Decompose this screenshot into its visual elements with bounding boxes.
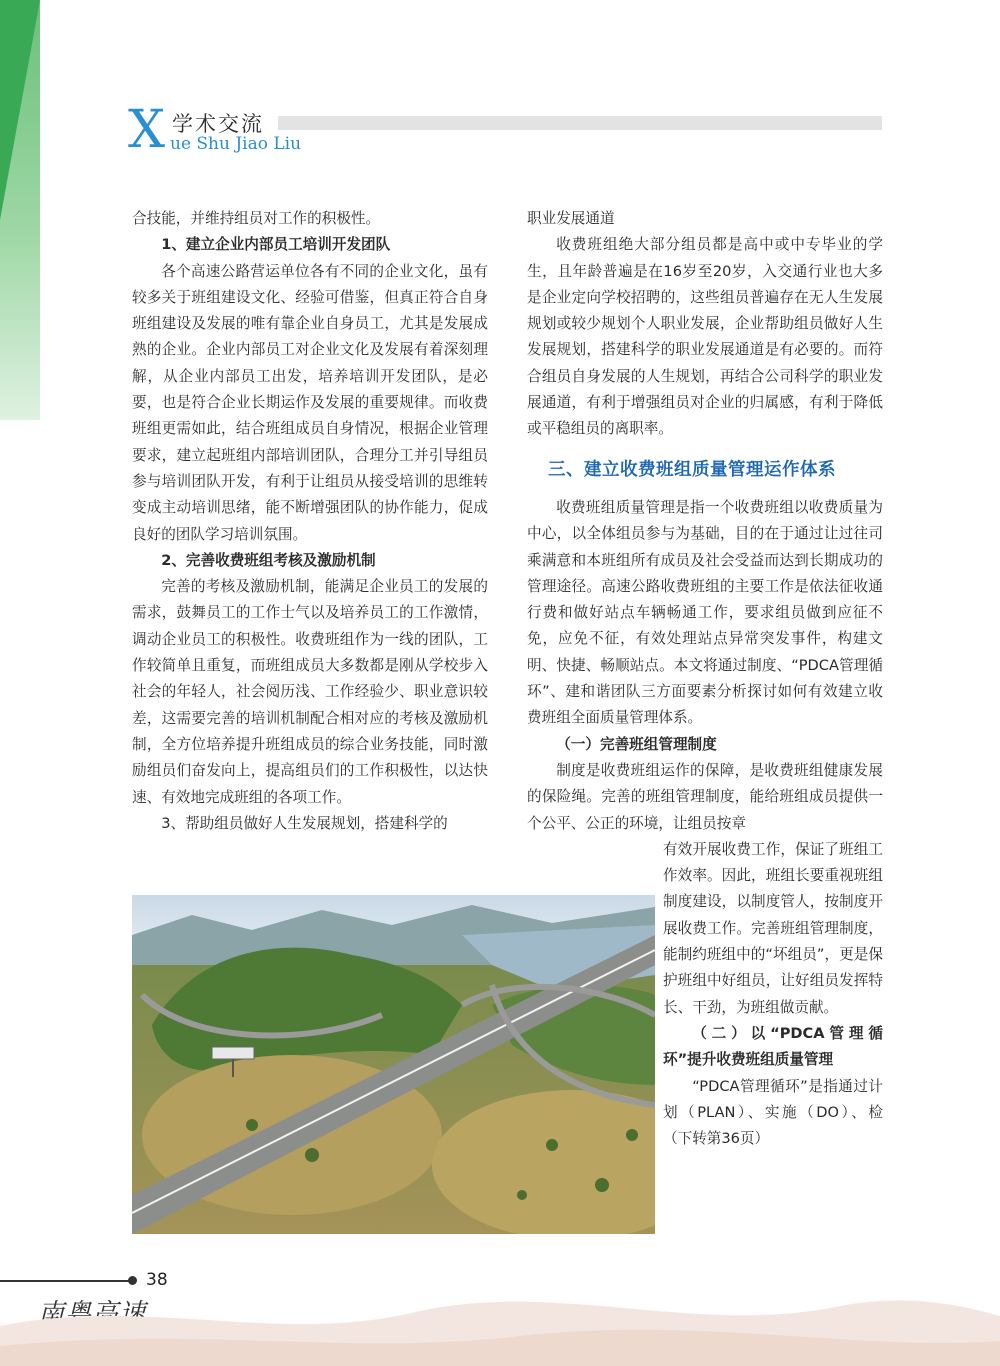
left-column	[132, 206, 488, 837]
magazine-logo: 南粤高速	[38, 1299, 147, 1329]
header-rule	[278, 116, 882, 130]
subheading-1: （一）完善班组管理制度	[556, 735, 717, 753]
paragraph: “PDCA管理循环”是指通过计划（PLAN）、实施（DO）、检（下转第36页）	[663, 1077, 883, 1148]
page-number: 38	[146, 1270, 168, 1290]
paragraph: 收费班组质量管理是指一个收费班组以收费质量为中心，以全体组员参与为基础，目的在于通过让过往司乘满意和本班组所有成员及社会受益而达到长期成功的管理途径。高速公路收费班组的主要工作是依法征收通行费和做好站点车辆畅通工作，要求组员做到应征不免，应免不征，有效处理站点异常突发事件，构建文明、快捷、畅顺站点。本文将通过制度、“PDCA管理循环”、建和谐团队三方面要素分析探讨如何有效建立收费班组全面质量管理体系。	[527, 498, 883, 727]
subheading-2: 2、完善收费班组考核及激励机制	[161, 551, 376, 569]
paragraph: 合技能，并维持组员对工作的积极性。	[132, 210, 381, 227]
paragraph: 制度是收费班组运作的保障，是收费班组健康发展的保险绳。完善的班组管理制度，能给班组成员提供一个公平、公正的环境，让组员按章	[527, 761, 883, 832]
header-section-pinyin: ue Shu Jiao Liu	[170, 134, 302, 154]
section-heading: 三、建立收费班组质量管理运作体系	[548, 459, 836, 480]
decorative-hills	[0, 1256, 1000, 1366]
paragraph: 有效开展收费工作，保证了班组工作效率。因此，班组长要重视班组制度建设，以制度管人，按制度开展收费工作。完善班组管理制度，能制约班组中的“坏组员”，更是保护班组中好组员，让好组员发挥特长、干劲，为班组做贡献。	[663, 840, 883, 1016]
paragraph: 完善的考核及激励机制，能满足企业员工的发展的需求，鼓舞员工的工作士气以及培养员工的工作激情，调动企业员工的积极性。收费班组作为一线的团队，工作较简单且重复，而班组成员大多数都是刚从学校步入社会的年轻人，社会阅历浅、工作经验少、职业意识较差，这需要完善的培训机制配合相对应的考核及激励机制，全方位培养提升班组成员的综合业务技能，同时激励组员们奋发向上，提高组员们的工作积极性，以达快速、有效地完成班组的各项工作。	[132, 578, 488, 806]
paragraph: 各个高速公路营运单位各有不同的企业文化，虽有较多关于班组建设文化、经验可借鉴，但真正符合自身班组建设及发展的唯有靠企业自身员工，尤其是发展成熟的企业。企业内部员工对企业文化及发展有着深刻理解，从企业内部员工出发，培养培训开发团队，是必要，也是符合企业长期运作及发展的重要规律。而收费班组更需如此，结合班组成员自身情况，根据企业管理要求，建立起班组内部培训团队，合理分工并引导组员参与培训团队开发，有利于让组员从接受培训的思维转变成主动培训思绪，能不断增强团队的协作能力，促成良好的团队学习培训氛围。	[132, 262, 488, 543]
subheading-1: 1、建立企业内部员工培训开发团队	[161, 236, 391, 254]
paragraph: 3、帮助组员做好人生发展规划，搭建科学的	[161, 814, 448, 832]
header-section-title: 学术交流	[172, 112, 264, 136]
paragraph: 收费班组绝大部分组员都是高中或中专毕业的学生，且年龄普遍是在16岁至20岁，入交通行业也大多是企业定向学校招聘的，这些组员普遍存在无人生发展规划或较少规划个人职业发展，企业帮助组员做好人生发展规划，搭建科学的职业发展通道是有必要的。而符合组员自身发展的人生规划，再结合公司科学的职业发展通道，有利于增强组员对企业的归属感，有利于降低或平稳组员的离职率。	[527, 236, 883, 438]
paragraph: 职业发展通道	[527, 210, 615, 227]
subheading-2: （二）以“PDCA管理循环”提升收费班组质量管理	[663, 1024, 883, 1069]
highway-interchange-photo	[132, 895, 655, 1234]
header-initial: X	[128, 100, 166, 160]
left-green-wedge	[0, 0, 40, 220]
